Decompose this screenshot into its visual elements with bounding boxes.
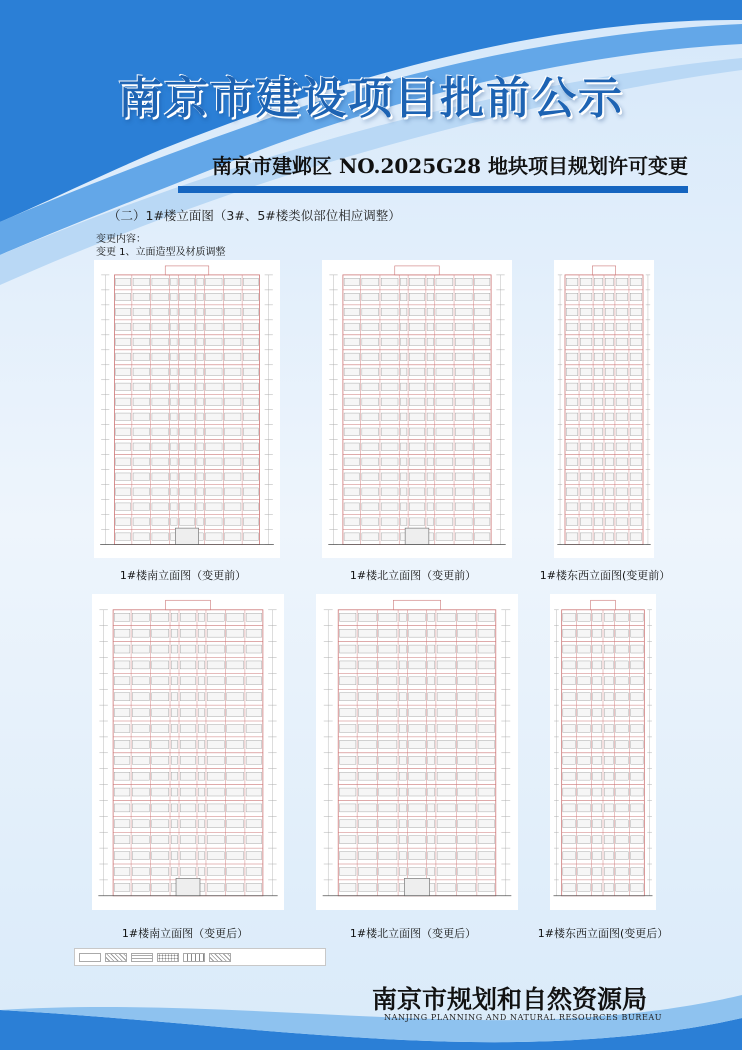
- legend-swatch-hatch: [105, 953, 127, 962]
- section-heading: （二）1#楼立面图（3#、5#楼类似部位相应调整）: [108, 208, 401, 223]
- legend-swatch-cross: [209, 953, 231, 962]
- caption-north-before: 1#楼北立面图（变更前）: [349, 569, 477, 582]
- east-west-elevation-after-drawing: [550, 594, 656, 910]
- bureau-name-cn: 南京市规划和自然资源局: [372, 985, 648, 1014]
- caption-east-west-after: 1#楼东西立面图(变更后）: [537, 927, 669, 940]
- caption-south-before: 1#楼南立面图（变更前）: [119, 569, 247, 582]
- caption-east-west-before: 1#楼东西立面图(变更前）: [539, 569, 671, 582]
- south-elevation-before-drawing: [94, 260, 280, 558]
- legend-swatch-plain: [79, 953, 101, 962]
- legend-swatch-dots: [157, 953, 179, 962]
- caption-north-after: 1#楼北立面图（变更后）: [349, 927, 477, 940]
- east-west-elevation-before-drawing: [554, 260, 654, 558]
- title-underline-bar: [178, 186, 688, 193]
- caption-south-after: 1#楼南立面图（变更后）: [121, 927, 249, 940]
- material-legend: [74, 948, 326, 966]
- legend-swatch-grid: [131, 953, 153, 962]
- legend-swatch-lines: [183, 953, 205, 962]
- south-elevation-after-drawing: [92, 594, 284, 910]
- change-item-1: 变更 1、立面造型及材质调整: [96, 247, 226, 258]
- project-subtitle: 南京市建邺区 NO.2025G28 地块项目规划许可变更: [212, 154, 688, 178]
- north-elevation-before-drawing: [322, 260, 512, 558]
- north-elevation-after-drawing: [316, 594, 518, 910]
- main-title: 南京市建设项目批前公示: [118, 73, 624, 124]
- change-content-label: 变更内容：: [96, 234, 146, 245]
- bureau-name-en: NANJING PLANNING AND NATURAL RESOURCES BUREAU: [384, 1013, 663, 1022]
